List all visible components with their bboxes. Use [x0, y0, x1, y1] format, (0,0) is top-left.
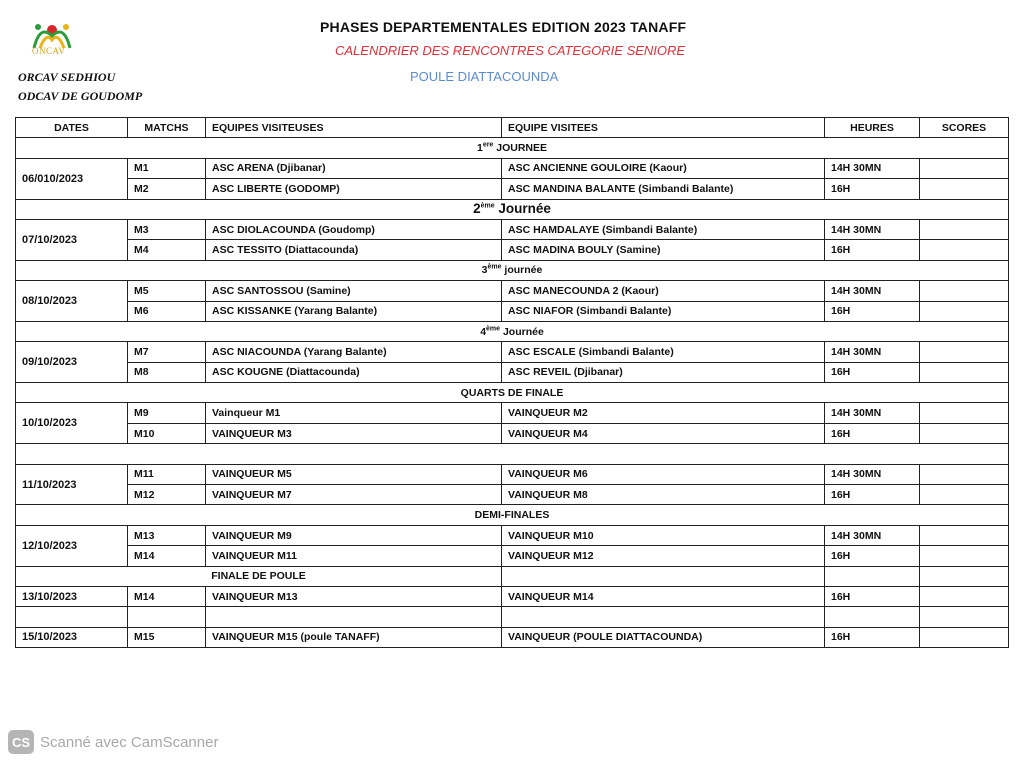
home-team: ASC HAMDALAYE (Simbandi Balante) [502, 219, 825, 239]
table-row [16, 525, 1009, 545]
poule-name: POULE DIATTACOUNDA [410, 69, 559, 84]
col-equipes-visiteuses: EQUIPES VISITEUSES [206, 118, 502, 138]
match-id: M9 [128, 403, 206, 423]
match-id: M14 [128, 546, 206, 566]
home-team: ASC MADINA BOULY (Samine) [502, 240, 825, 260]
table-header-row [16, 118, 1009, 138]
match-time: 16H [825, 627, 920, 647]
match-score [920, 240, 1009, 260]
section-journee-1: 1ere JOURNEE [16, 138, 1009, 158]
match-score [920, 179, 1009, 199]
org-odcav: ODCAV DE GOUDOMP [18, 89, 143, 103]
table-row [16, 362, 1009, 382]
camscanner-text: Scanné avec CamScanner [40, 733, 219, 751]
home-team: ASC ESCALE (Simbandi Balante) [502, 342, 825, 362]
visiting-team: VAINQUEUR M3 [206, 423, 502, 443]
visiting-team: ASC NIACOUNDA (Yarang Balante) [206, 342, 502, 362]
match-id: M11 [128, 464, 206, 484]
home-team: ASC REVEIL (Djibanar) [502, 362, 825, 382]
match-id: M15 [128, 627, 206, 647]
visiting-team: VAINQUEUR M5 [206, 464, 502, 484]
schedule-table [15, 117, 1009, 648]
match-score [920, 403, 1009, 423]
table-row [16, 403, 1009, 423]
home-team: VAINQUEUR M4 [502, 423, 825, 443]
match-score [920, 485, 1009, 505]
home-team: ASC MANDINA BALANTE (Simbandi Balante) [502, 179, 825, 199]
home-team: VAINQUEUR (POULE DIATTACOUNDA) [502, 627, 825, 647]
table-row [16, 464, 1009, 484]
section-quarts: QUARTS DE FINALE [16, 383, 1009, 403]
match-score [920, 362, 1009, 382]
table-row [16, 586, 1009, 606]
match-time: 14H 30MN [825, 219, 920, 239]
home-team: ASC ANCIENNE GOULOIRE (Kaour) [502, 158, 825, 178]
visiting-team: ASC KISSANKE (Yarang Balante) [206, 301, 502, 321]
section-spacer [16, 444, 1009, 464]
home-team: VAINQUEUR M14 [502, 586, 825, 606]
match-date: 08/10/2023 [16, 281, 128, 322]
table-row [16, 281, 1009, 301]
page-subtitle: CALENDRIER DES RENCONTRES CATEGORIE SENIORE [335, 43, 686, 58]
col-matchs: MATCHS [128, 118, 206, 138]
match-date: 09/10/2023 [16, 342, 128, 383]
match-time: 14H 30MN [825, 464, 920, 484]
match-time: 14H 30MN [825, 281, 920, 301]
match-time: 16H [825, 362, 920, 382]
home-team: VAINQUEUR M10 [502, 525, 825, 545]
visiting-team: ASC LIBERTE (GODOMP) [206, 179, 502, 199]
match-date: 15/10/2023 [16, 627, 128, 647]
table-row [16, 219, 1009, 239]
logo-label: ONCAV [32, 46, 66, 56]
home-team: VAINQUEUR M2 [502, 403, 825, 423]
home-team: VAINQUEUR M12 [502, 546, 825, 566]
match-score [920, 342, 1009, 362]
visiting-team: ASC TESSITO (Diattacounda) [206, 240, 502, 260]
empty-row [16, 607, 1009, 627]
match-time: 14H 30MN [825, 342, 920, 362]
match-score [920, 464, 1009, 484]
visiting-team: ASC DIOLACOUNDA (Goudomp) [206, 219, 502, 239]
visiting-team: VAINQUEUR M11 [206, 546, 502, 566]
col-equipe-visitees: EQUIPE VISITEES [502, 118, 825, 138]
visiting-team: ASC KOUGNE (Diattacounda) [206, 362, 502, 382]
visiting-team: ASC SANTOSSOU (Samine) [206, 281, 502, 301]
match-id: M8 [128, 362, 206, 382]
match-time: 16H [825, 179, 920, 199]
col-heures: HEURES [825, 118, 920, 138]
section-finale: FINALE DE POULE [16, 566, 502, 586]
camscanner-icon: CS [8, 730, 34, 754]
section-demi: DEMI-FINALES [16, 505, 1009, 525]
visiting-team: ASC ARENA (Djibanar) [206, 158, 502, 178]
match-date: 06/010/2023 [16, 158, 128, 199]
match-id: M2 [128, 179, 206, 199]
table-row [16, 342, 1009, 362]
section-journee-2: 2ème Journée [16, 199, 1009, 219]
page-title: PHASES DEPARTEMENTALES EDITION 2023 TANAFF [320, 19, 687, 35]
visiting-team: VAINQUEUR M15 (poule TANAFF) [206, 627, 502, 647]
match-id: M12 [128, 485, 206, 505]
col-scores: SCORES [920, 118, 1009, 138]
match-date: 10/10/2023 [16, 403, 128, 444]
visiting-team: VAINQUEUR M13 [206, 586, 502, 606]
match-score [920, 627, 1009, 647]
section-journee-4: 4ème Journée [16, 321, 1009, 341]
home-team: ASC NIAFOR (Simbandi Balante) [502, 301, 825, 321]
col-dates: DATES [16, 118, 128, 138]
home-team: VAINQUEUR M6 [502, 464, 825, 484]
match-date: 12/10/2023 [16, 525, 128, 566]
match-date: 11/10/2023 [16, 464, 128, 505]
match-time: 16H [825, 586, 920, 606]
home-team: ASC MANECOUNDA 2 (Kaour) [502, 281, 825, 301]
match-id: M5 [128, 281, 206, 301]
match-id: M6 [128, 301, 206, 321]
table-row [16, 301, 1009, 321]
match-id: M13 [128, 525, 206, 545]
match-time: 16H [825, 301, 920, 321]
match-score [920, 546, 1009, 566]
match-score [920, 158, 1009, 178]
match-time: 14H 30MN [825, 158, 920, 178]
match-id: M7 [128, 342, 206, 362]
table-row [16, 485, 1009, 505]
match-time: 16H [825, 546, 920, 566]
match-id: M4 [128, 240, 206, 260]
table-row [16, 423, 1009, 443]
visiting-team: VAINQUEUR M7 [206, 485, 502, 505]
match-id: M14 [128, 586, 206, 606]
match-id: M10 [128, 423, 206, 443]
match-score [920, 525, 1009, 545]
match-date: 13/10/2023 [16, 586, 128, 606]
table-row [16, 240, 1009, 260]
table-row [16, 179, 1009, 199]
match-id: M1 [128, 158, 206, 178]
visiting-team: Vainqueur M1 [206, 403, 502, 423]
match-score [920, 281, 1009, 301]
table-row [16, 158, 1009, 178]
section-journee-3: 3ème journée [16, 260, 1009, 280]
match-score [920, 586, 1009, 606]
camscanner-watermark [8, 730, 218, 754]
match-score [920, 301, 1009, 321]
match-time: 14H 30MN [825, 403, 920, 423]
table-row [16, 627, 1009, 647]
visiting-team: VAINQUEUR M9 [206, 525, 502, 545]
match-time: 16H [825, 240, 920, 260]
match-date: 07/10/2023 [16, 219, 128, 260]
org-orcav: ORCAV SEDHIOU [18, 70, 116, 84]
table-row [16, 546, 1009, 566]
match-score [920, 423, 1009, 443]
match-time: 16H [825, 485, 920, 505]
match-time: 14H 30MN [825, 525, 920, 545]
match-score [920, 219, 1009, 239]
home-team: VAINQUEUR M8 [502, 485, 825, 505]
match-time: 16H [825, 423, 920, 443]
match-id: M3 [128, 219, 206, 239]
